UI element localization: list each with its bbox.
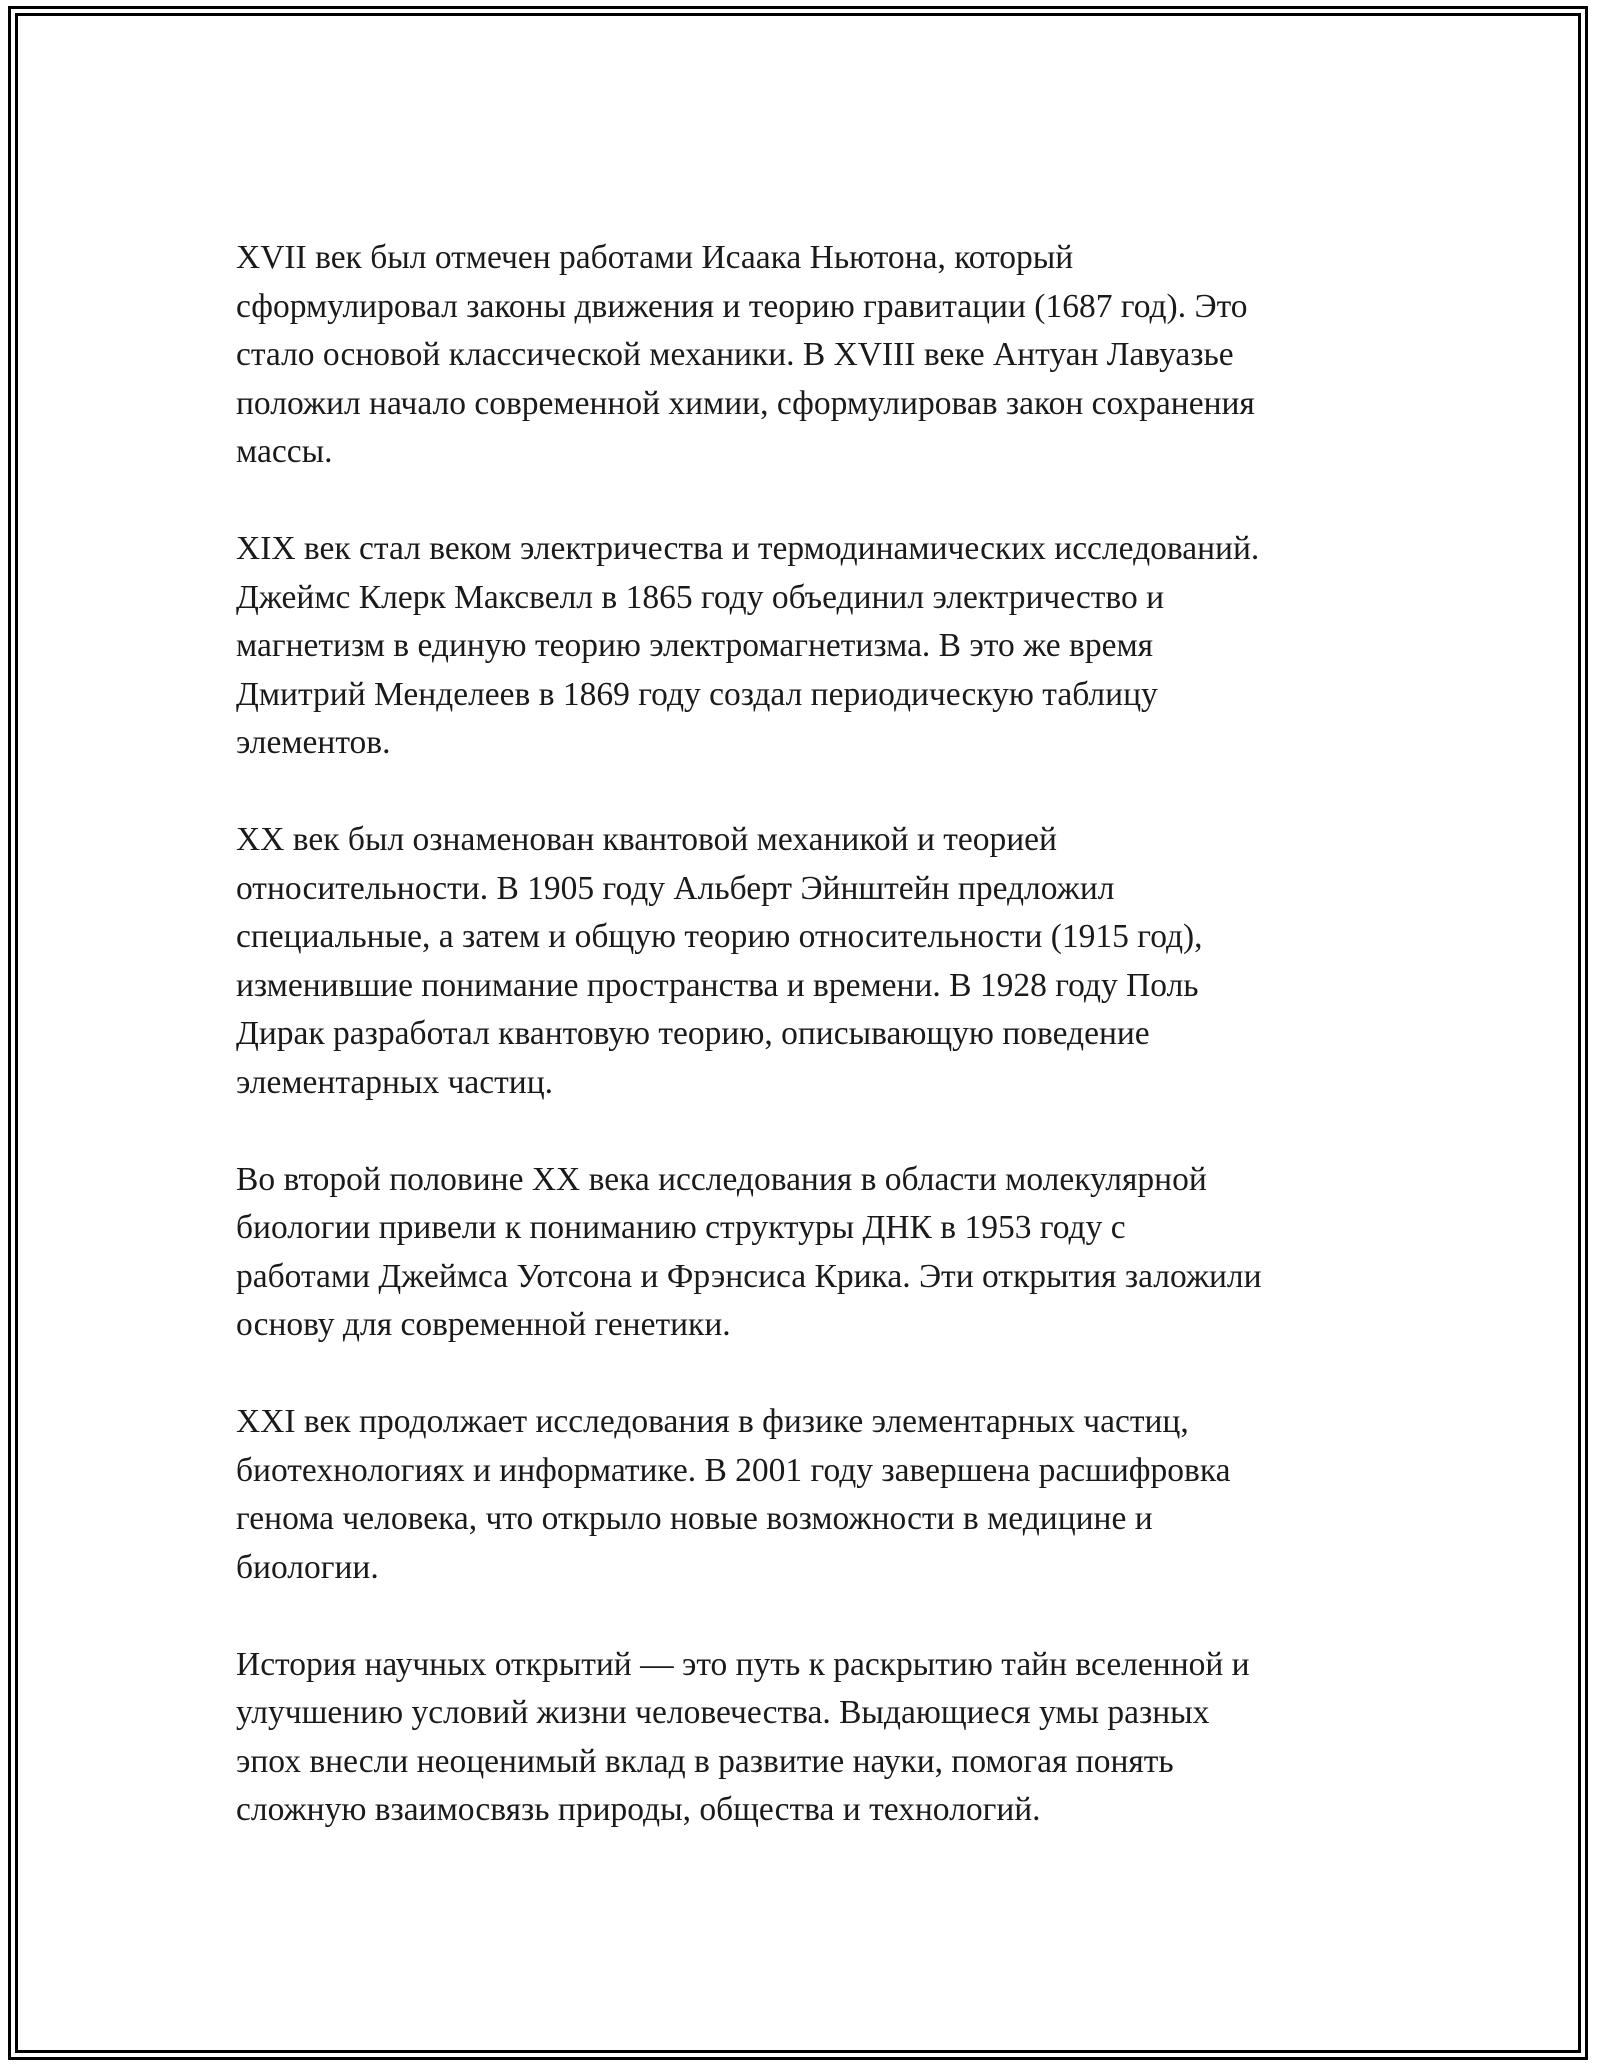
paragraph-molecular-biology: Во второй половине XX века исследования в области молекулярной биологии привели к пониманию структуры ДНК в 1953 году с работами Джеймса Уотсона и Фрэнсиса Крика. Эти открытия заложили основу для современной генетики. [236,1160,1262,1343]
paragraph-19th-century: XIX век стал веком электричества и термодинамических исследований. Джеймс Клерк Максвелл в 1865 году объединил электричество и магнетизм в единую теорию электромагнетизма. В это же время Дмитрий Менделеев в 1869 году создал периодическую таблицу элементов. [236,530,1260,761]
paragraph-20th-century: XX век был ознаменован квантовой механикой и теорией относительности. В 1905 году Альберт Эйнштейн предложил специальные, а затем и общую теорию относительности (1915 год), изменившие понимание пространства и времени. В 1928 году Поль Дирак разработал квантовую теорию, описывающую поведение элементарных частиц. [236,821,1203,1101]
paragraph-21st-century: XXI век продолжает исследования в физике элементарных частиц, биотехнологиях и информатике. В 2001 году завершена расшифровка генома человека, что открыло новые возможности в медицине и биологии. [236,1403,1231,1586]
paragraph-conclusion: История научных открытий — это путь к раскрытию тайн вселенной и улучшению условий жизни человечества. Выдающиеся умы разных эпох внесли неоценимый вклад в развитие науки, помогая понять сложную взаимосвязь природы, общества и технологий. [236,1645,1250,1828]
paragraph-17th-century: XVII век был отмечен работами Исаака Ньютона, который сформулировал законы движения и теорию гравитации (1687 год). Это стало основой классической механики. В XVIII веке Антуан Лавуазье положил начало современной химии, сформулировав закон сохранения массы. [236,239,1255,470]
document-body [236,234,1376,1835]
